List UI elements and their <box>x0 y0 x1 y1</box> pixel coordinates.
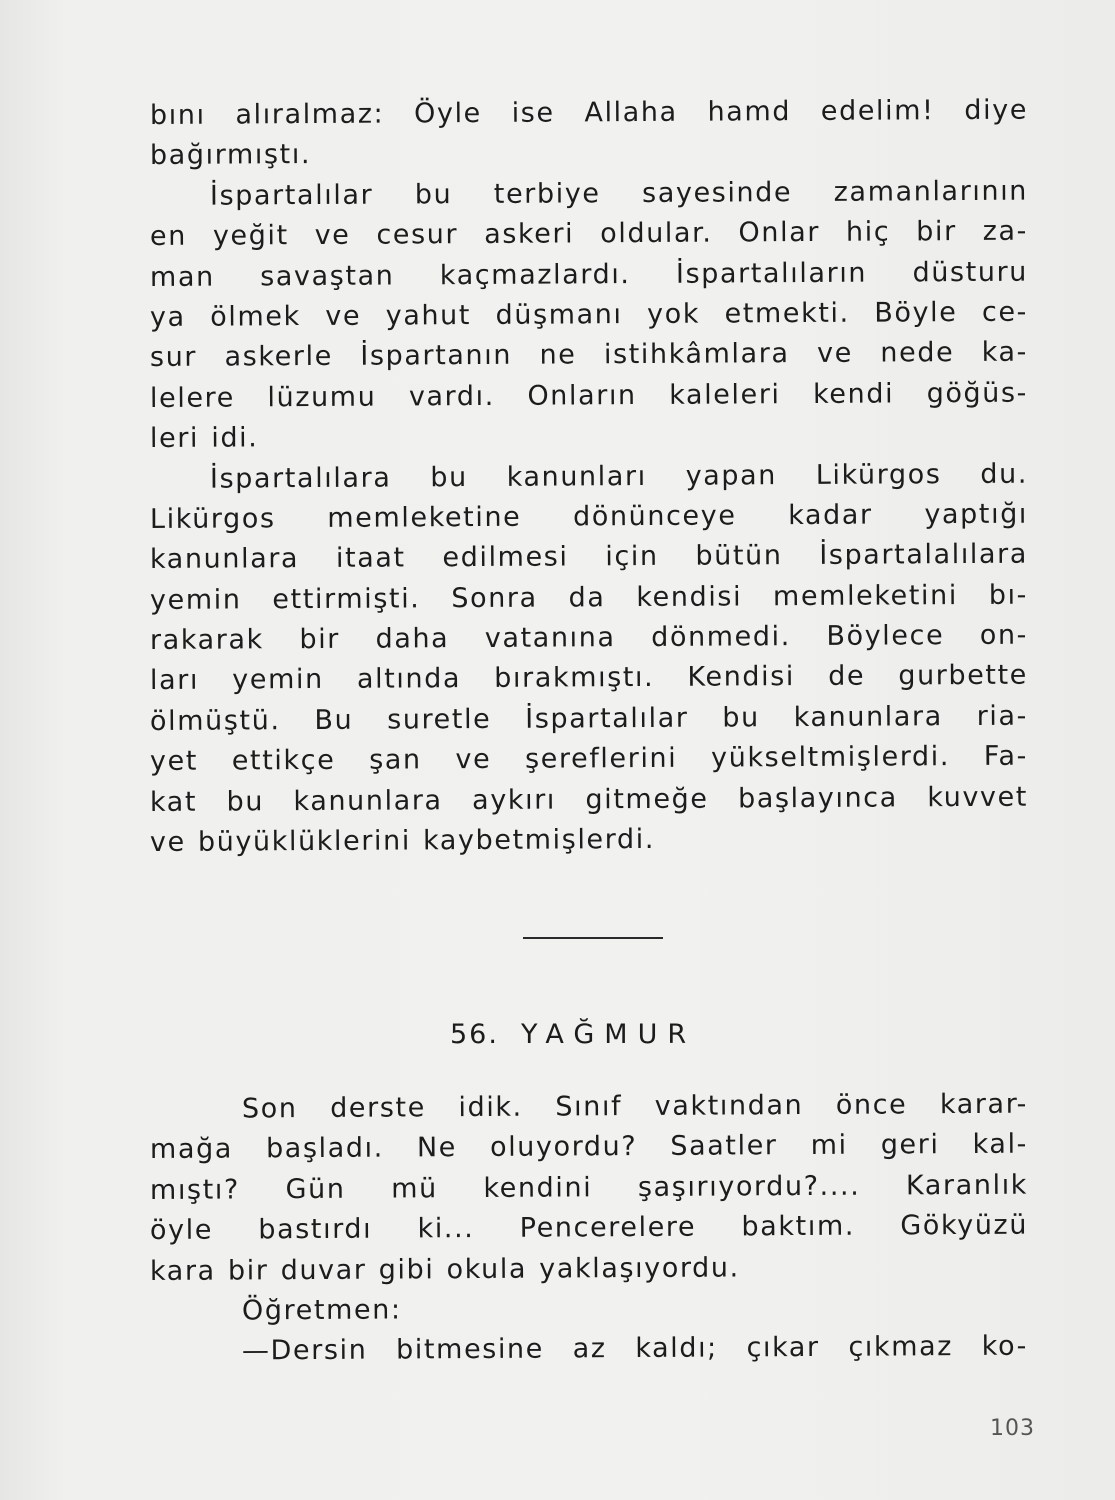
text-line: kanunlara itaat edilmesi için bütün İspartalalılara <box>149 538 1029 576</box>
text-line: Likürgos memleketine dönünceye kadar yaptığı <box>149 498 1029 535</box>
text-line: ölmüştü. Bu suretle İspartalılar bu kanunlara ria- <box>149 700 1029 737</box>
page-number: 103 <box>990 1416 1035 1441</box>
text-line: bağırmıştı. <box>149 139 312 172</box>
text-line: kat bu kanunlara aykırı gitmeğe başlayınca kuvvet <box>149 781 1029 818</box>
section-divider <box>523 937 663 939</box>
body-text-upper <box>150 96 1028 863</box>
section-heading <box>450 1019 696 1050</box>
text-line: kara bir duvar gibi okula yaklaşıyordu. <box>149 1251 740 1287</box>
text-line: ya ölmek ve yahut düşmanı yok etmekti. Böyle ce- <box>149 296 1029 333</box>
text-line: ları yemin altında bırakmıştı. Kendisi de gurbette <box>149 660 1029 697</box>
text-line: mağa başladı. Ne oluyordu? Saatler mi geri kal- <box>149 1129 1029 1166</box>
text-line: man savaştan kaçmazlardı. İspartalıların düsturu <box>149 256 1029 293</box>
text-line: Öğretmen: <box>241 1294 402 1327</box>
text-line: ve büyüklüklerini kaybetmişlerdi. <box>149 823 656 859</box>
text-line: en yeğit ve cesur askeri oldular. Onlar hiç bir za- <box>149 215 1029 253</box>
section-number: 56. <box>450 1019 499 1050</box>
text-line: lelere lüzumu vardı. Onların kaleleri kendi göğüs- <box>149 377 1029 414</box>
text-line: İspartalılar bu terbiye sayesinde zamanlarının <box>209 175 1029 212</box>
text-line: sur askerle İspartanın ne istihkâmlara ve nede ka- <box>149 336 1029 374</box>
text-line: öyle bastırdı ki... Pencerelere baktım. Gökyüzü <box>149 1209 1029 1247</box>
text-line: —Dersin bitmesine az kaldı; çıkar çıkmaz ko- <box>241 1330 1029 1367</box>
text-line: yemin ettirmişti. Sonra da kendisi memleketini bı- <box>149 579 1029 616</box>
text-line: bını alıralmaz: Öyle ise Allaha hamd edelim! diye <box>149 94 1029 131</box>
section-title: YAĞMUR <box>520 1019 697 1050</box>
text-line: leri idi. <box>149 422 259 455</box>
text-line: rakarak bir daha vatanına dönmedi. Böylece on- <box>149 619 1029 657</box>
body-text-lower <box>150 1090 1028 1373</box>
text-line: Son derste idik. Sınıf vaktından önce karar- <box>241 1088 1029 1125</box>
text-line: yet ettikçe şan ve şereflerini yükseltmişlerdi. Fa- <box>149 740 1029 778</box>
text-line: mıştı? Gün mü kendini şaşırıyordu?.... Karanlık <box>149 1169 1029 1206</box>
text-line: İspartalılara bu kanunları yapan Likürgos du. <box>209 458 1029 495</box>
